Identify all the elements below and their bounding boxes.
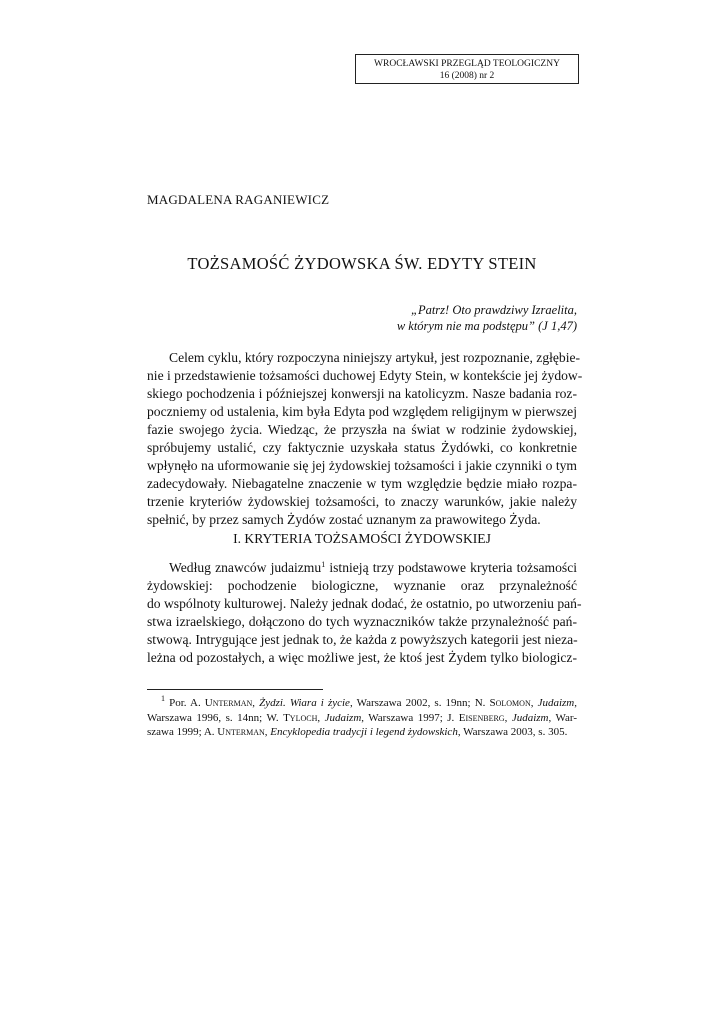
motto-line-1: „Patrz! Oto prawdziwy Izraelita,	[411, 303, 577, 317]
section-line: leżna od pozostałych, a więc możliwe jest, że ktoś jest Żydem tylko biologicz-	[147, 650, 577, 665]
section-line: stwową. Intrygujące jest jednak to, że każda z powyższych kategorii jest nieza-	[147, 632, 578, 647]
footnote-text: ,	[264, 726, 271, 738]
intro-line: wpłynęło na uformowanie się jej żydowskiej tożsamości i jakie czynniki o tym	[147, 458, 577, 473]
motto-quote	[300, 302, 577, 334]
footnote-text: ,	[317, 711, 325, 724]
footnote-author: Solomon	[489, 697, 531, 709]
footnote-divider	[147, 689, 323, 690]
section-line: stwa izraelskiego, dołączono do tych wyznaczników także przynależność pań-	[147, 614, 577, 629]
intro-line: Celem cyklu, który rozpoczyna niniejszy artykuł, jest rozpoznanie, zgłębie-	[169, 350, 581, 365]
footnote-text: , Warszawa 2003, s. 305.	[457, 726, 568, 738]
intro-line: poczniemy od ustalenia, kim była Edyta pod względem religijnym w pierwszej	[147, 404, 577, 419]
intro-line: zadecydowały. Niebagatelne znaczenie w tym względzie będzie miało rozpa-	[147, 476, 577, 491]
intro-paragraph	[147, 349, 583, 529]
intro-line: fazie swojego życia. Wiedząc, że przyszła na świat w rodzinie żydowskiej,	[147, 422, 577, 437]
footnote-text: ,	[574, 697, 577, 709]
section-line-1-start: Według znawców judaizmu	[169, 560, 322, 575]
footnote-book-title: Judaizm	[537, 697, 575, 709]
section-line: do wspólnoty kulturowej. Należy jednak dodać, że ostatnio, po utworzeniu pań-	[147, 596, 582, 611]
section-line-1-end: istnieją trzy podstawowe kryteria tożsamości	[325, 560, 578, 575]
footnote-text: Warszawa 1996, s. 14nn; W.	[147, 711, 284, 724]
footnote-author: Tyloch	[283, 711, 318, 724]
footnote-book-title: Judaizm	[511, 711, 549, 724]
intro-line: spełnić, by przez samych Żydów zostać uznanym za prawowitego Żyda.	[147, 512, 541, 527]
footnote-line	[147, 696, 577, 711]
footnote-text: , Warszawa 1997; J.	[361, 711, 459, 724]
intro-line: spróbujemy ustalić, czy faktycznie uzyskała status Żydówki, co konkretnie	[147, 440, 577, 455]
footnote-author: Eisenberg	[458, 711, 505, 724]
author-name: MAGDALENA RAGANIEWICZ	[147, 192, 330, 207]
section-line: żydowskiej: pochodzenie biologiczne, wyznanie oraz przynależność	[147, 578, 577, 593]
section-line	[147, 559, 577, 577]
journal-header-box	[355, 54, 579, 84]
footnote-text: szawa 1999; A.	[147, 726, 218, 738]
footnote-author: Unterman	[217, 726, 265, 738]
footnote-line	[147, 725, 577, 740]
footnote-book-title: Judaizm	[324, 711, 362, 724]
footnote-book-title: Encyklopedia tradycji i legend żydowskich	[270, 726, 458, 738]
intro-line: skiego pochodzenia i późniejszej konwersji na katolicyzm. Nasze badania roz-	[147, 386, 577, 401]
footnote-text: , Warszawa 2002, s. 19nn; N.	[349, 697, 490, 709]
footnote-book-title: Żydzi. Wiara i życie	[259, 697, 350, 709]
motto-line-2: w którym nie ma podstępu” (J 1,47)	[396, 319, 577, 333]
journal-name: WROCŁAWSKI PRZEGLĄD TEOLOGICZNY	[374, 59, 560, 69]
intro-line: nie i przedstawienie tożsamości duchowej Edyty Stein, w kontekście jej żydow-	[147, 368, 583, 383]
footnote-text: ,	[530, 697, 538, 709]
article-title: TOŻSAMOŚĆ ŻYDOWSKA ŚW. EDYTY STEIN	[187, 254, 537, 273]
footnote-text: ,	[504, 711, 512, 724]
footnote-line	[147, 711, 577, 726]
footnote-reference[interactable]: 1	[321, 560, 326, 569]
section-heading: I. KRYTERIA TOŻSAMOŚCI ŻYDOWSKIEJ	[233, 531, 491, 546]
footnote-text: Por. A.	[169, 697, 205, 709]
footnote-text: , War-	[548, 711, 578, 724]
section-paragraph	[147, 559, 582, 667]
footnote-1	[147, 696, 577, 740]
intro-line: trzenie kryteriów żydowskiej tożsamości, to znaczy warunków, jakie należy	[147, 494, 577, 509]
footnote-author: Unterman	[204, 697, 253, 709]
footnote-text: ,	[252, 697, 260, 709]
journal-issue: 16 (2008) nr 2	[439, 71, 495, 81]
footnote-mark: 1	[161, 694, 165, 703]
